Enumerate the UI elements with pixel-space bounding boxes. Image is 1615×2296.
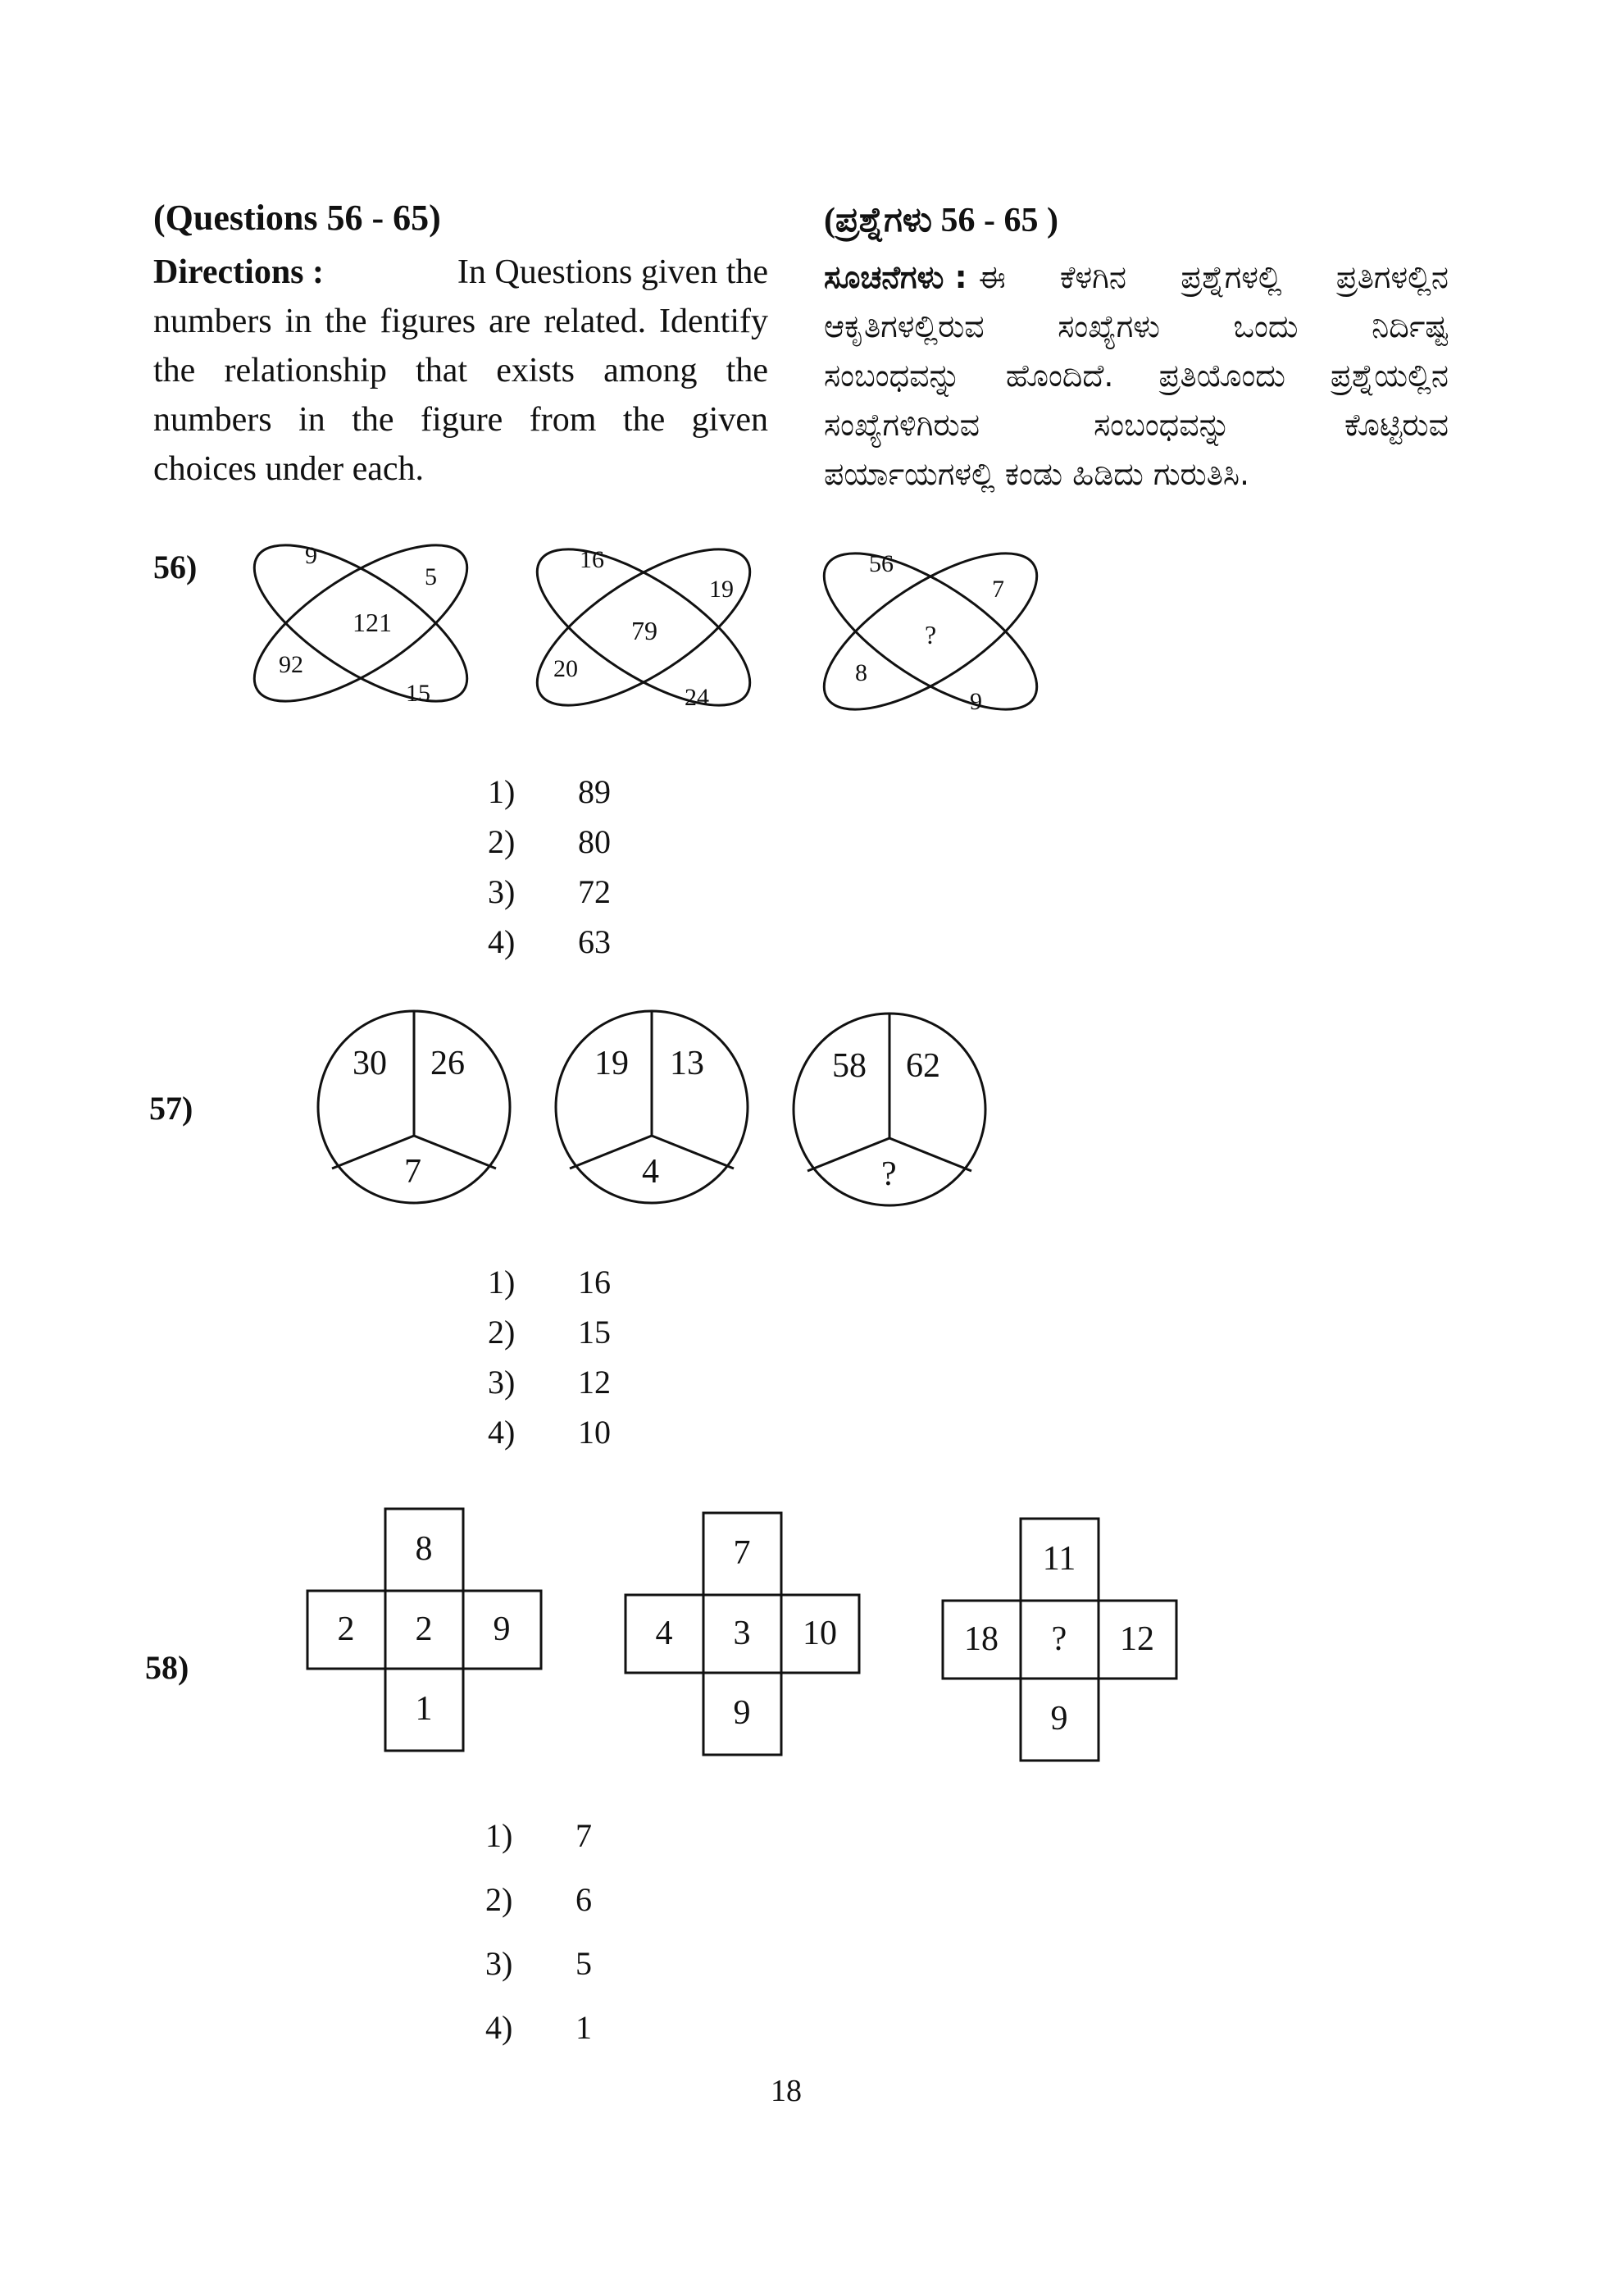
q58-f1-right: 9 [493, 1610, 511, 1648]
option[interactable] [488, 1357, 611, 1407]
q57-figure-2 [556, 1011, 748, 1203]
option-number: 4) [485, 2009, 513, 2046]
page-number: 18 [771, 2074, 802, 2108]
directions-line: the relationship that exists among the [153, 352, 768, 390]
q56-f1-bottom-left: 92 [279, 651, 303, 678]
option[interactable] [488, 1257, 611, 1307]
q58-f1-top: 8 [415, 1530, 433, 1568]
option-number: 1) [488, 1264, 516, 1301]
option[interactable] [488, 917, 611, 967]
option-value: 6 [575, 1881, 592, 1918]
q58-f3-center: ? [1051, 1620, 1067, 1658]
directions-line: numbers in the figures are related. Identify [153, 303, 768, 340]
option-number: 4) [488, 1414, 516, 1451]
q58-f3-left: 18 [964, 1620, 999, 1658]
q58-f1-bottom: 1 [415, 1690, 433, 1728]
option-number: 4) [488, 923, 516, 960]
english-directions [153, 248, 768, 494]
option-value: 12 [578, 1364, 611, 1401]
kannada-line: ಈ ಕೆಳಗಿನ ಪ್ರಶ್ನೆಗಳಲ್ಲಿ ಪ್ರತಿಗಳಲ್ಲಿನ [978, 259, 1449, 295]
q57-f1-left: 30 [353, 1045, 387, 1082]
q56-f3-top-right: 7 [992, 576, 1004, 603]
english-heading: (Questions 56 - 65) [153, 198, 441, 238]
q56-f3-center: ? [925, 620, 937, 649]
q58-f2-bottom: 9 [733, 1694, 751, 1732]
q56-f3-top-left: 56 [869, 550, 894, 577]
question-56-figures [246, 517, 1066, 746]
question-57-options [488, 1257, 611, 1457]
option[interactable] [485, 1804, 592, 1868]
q57-f3-left: 58 [832, 1047, 867, 1085]
q57-f2-left: 19 [594, 1045, 629, 1082]
q56-f1-top-right: 5 [425, 563, 437, 590]
option-value: 72 [578, 873, 611, 910]
option-value: 15 [578, 1314, 611, 1351]
directions-line: In Questions given the [457, 253, 768, 291]
q58-f2-right: 10 [803, 1615, 837, 1652]
option-number: 3) [488, 873, 516, 910]
q56-figure-3 [802, 525, 1060, 739]
option-number: 2) [485, 1881, 513, 1918]
q57-f2-bottom: 4 [642, 1153, 659, 1191]
q56-f2-center: 79 [631, 616, 657, 645]
option[interactable] [488, 1407, 611, 1457]
option[interactable] [488, 767, 611, 817]
q58-f2-center: 3 [733, 1615, 751, 1652]
question-56-number: 56) [153, 549, 198, 585]
option[interactable] [485, 1868, 592, 1932]
q58-f3-right: 12 [1120, 1620, 1154, 1658]
q57-f1-right: 26 [430, 1045, 465, 1082]
q58-f1-center: 2 [415, 1610, 433, 1648]
option-number: 3) [488, 1364, 516, 1401]
kannada-line: ಪರ್ಯಾಯಗಳಲ್ಲಿ ಕಂಡು ಹಿಡಿದು ಗುರುತಿಸಿ. [824, 456, 1250, 492]
q56-f2-bottom-left: 20 [553, 655, 578, 682]
option[interactable] [488, 867, 611, 917]
question-57-figures [307, 1004, 1127, 1218]
question-56-options [488, 767, 611, 967]
q56-figure-1 [246, 517, 489, 730]
option-number: 2) [488, 823, 516, 860]
option[interactable] [485, 1996, 592, 2060]
option-number: 3) [485, 1945, 513, 1982]
q57-f3-right: 62 [906, 1047, 940, 1085]
q56-f3-bottom-right: 9 [970, 688, 982, 715]
option[interactable] [488, 1307, 611, 1357]
option-value: 7 [575, 1817, 592, 1854]
q58-figure-3 [943, 1519, 1176, 1761]
q58-figure-2 [626, 1513, 859, 1755]
directions-line: numbers in the figure from the given [153, 401, 768, 439]
option-number: 1) [485, 1817, 513, 1854]
q58-f3-top: 11 [1042, 1540, 1076, 1578]
option-value: 5 [575, 1945, 592, 1982]
option-value: 63 [578, 923, 611, 960]
q57-f3-bottom: ? [881, 1155, 897, 1193]
q56-f3-bottom-left: 8 [855, 659, 867, 686]
kannada-line: ಸಂಬಂಧವನ್ನು ಹೊಂದಿದೆ. ಪ್ರತಿಯೊಂದು ಪ್ರಶ್ನೆಯಲ್ಲಿನ [824, 358, 1449, 394]
q56-f2-top-left: 16 [580, 546, 604, 573]
directions-line: choices under each. [153, 450, 424, 488]
option[interactable] [488, 817, 611, 867]
option-number: 2) [488, 1314, 516, 1351]
q58-f2-left: 4 [655, 1615, 673, 1652]
directions-label: Directions : [153, 253, 325, 291]
option-value: 10 [578, 1414, 611, 1451]
q58-f1-left: 2 [337, 1610, 355, 1648]
q56-figure-2 [515, 521, 773, 735]
option-value: 89 [578, 773, 611, 810]
q56-f1-top-left: 9 [305, 542, 317, 569]
kannada-line: ಆಕೃತಿಗಳಲ್ಲಿರುವ ಸಂಖ್ಯೆಗಳು ಒಂದು ನಿರ್ದಿಷ್ಟ [824, 308, 1449, 344]
q57-f1-bottom: 7 [404, 1153, 421, 1191]
q56-f1-center: 121 [353, 608, 392, 637]
q57-figure-1 [318, 1011, 510, 1203]
option-value: 16 [578, 1264, 611, 1301]
q57-figure-3 [794, 1014, 985, 1205]
q56-f2-top-right: 19 [709, 576, 734, 603]
q58-f2-top: 7 [733, 1534, 751, 1572]
q56-f2-bottom-right: 24 [685, 684, 709, 711]
q58-f3-bottom: 9 [1050, 1700, 1068, 1738]
question-58-number: 58) [145, 1649, 189, 1686]
question-58-options [485, 1804, 592, 2060]
option-value: 80 [578, 823, 611, 860]
question-58-figures [295, 1501, 1213, 1771]
kannada-directions-label: ಸೂಚನೆಗಳು : [824, 259, 967, 295]
kannada-line: ಸಂಖ್ಯೆಗಳಿಗಿರುವ ಸಂಬಂಧವನ್ನು ಕೊಟ್ಟಿರುವ [824, 407, 1449, 443]
option-value: 1 [575, 2009, 592, 2046]
option-number: 1) [488, 773, 516, 810]
q56-f1-bottom-right: 15 [406, 680, 430, 707]
q58-figure-1 [307, 1509, 541, 1751]
kannada-heading: (ಪ್ರಶ್ನೆಗಳು 56 - 65 ) [824, 202, 1058, 239]
option[interactable] [485, 1932, 592, 1996]
kannada-directions [824, 253, 1449, 499]
q57-f2-right: 13 [670, 1045, 704, 1082]
question-57-number: 57) [149, 1090, 193, 1127]
